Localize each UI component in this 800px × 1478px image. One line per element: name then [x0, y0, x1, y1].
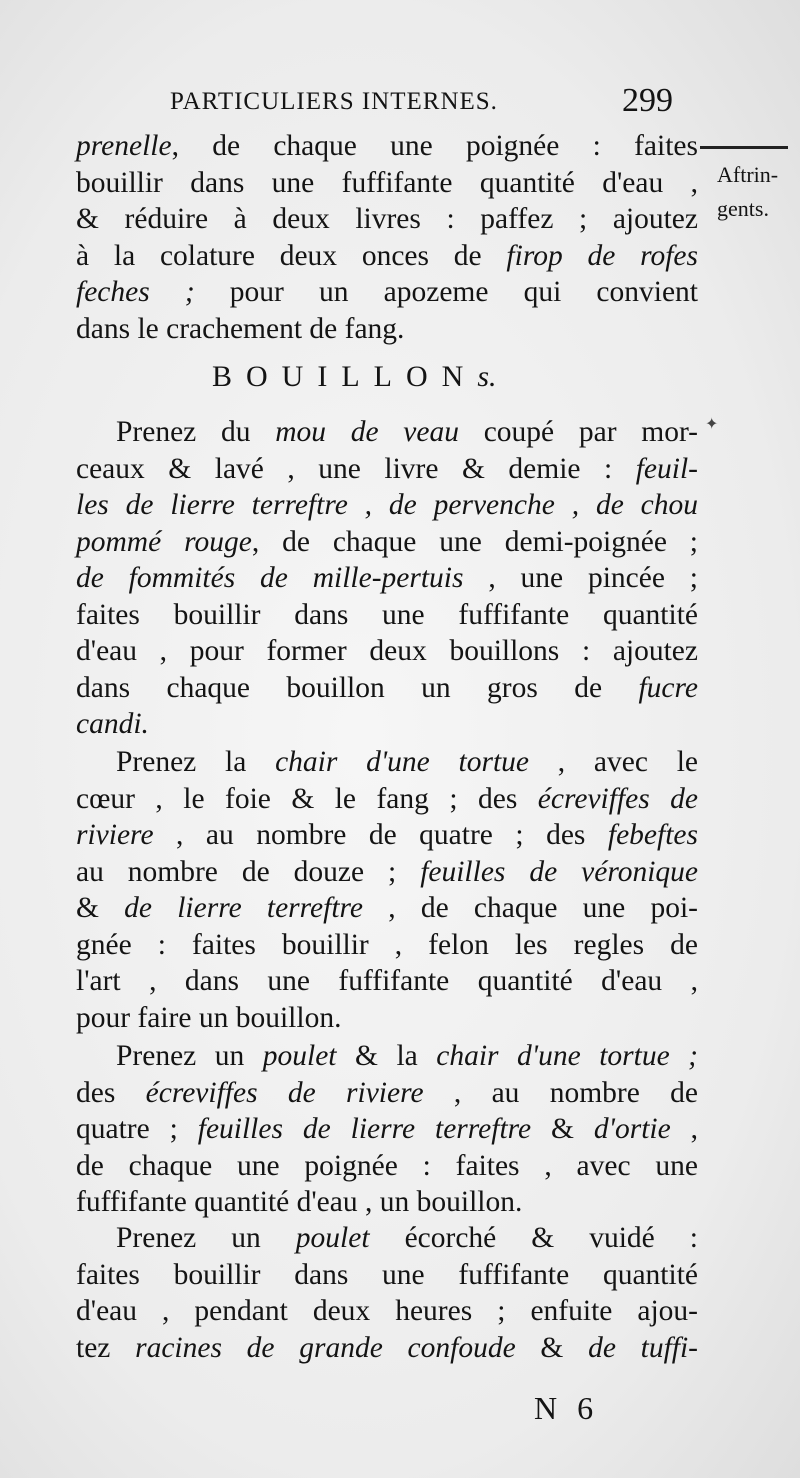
- text-line: [76, 1220, 698, 1257]
- paragraph-bouillon-poulet-tortue: [76, 1038, 698, 1221]
- margin-rule: [700, 146, 788, 149]
- text-line: [76, 963, 698, 1000]
- text-run: &: [76, 892, 125, 924]
- text-line: [76, 414, 698, 451]
- text-line: [76, 1111, 698, 1148]
- italic-term: de tuffi-: [588, 1331, 698, 1364]
- italic-term: mou de veau: [275, 416, 459, 448]
- italic-term: d'ortie: [593, 1113, 671, 1145]
- text-line: [76, 890, 698, 927]
- text-run: & la: [336, 1040, 437, 1072]
- text-run: à la colature deux onces de: [76, 239, 507, 272]
- italic-term: chair d'une tortue: [275, 746, 529, 778]
- signature-mark: N 6: [534, 1390, 600, 1426]
- text-line: [76, 1257, 698, 1294]
- text-line: [76, 1184, 698, 1221]
- italic-term: candi.: [76, 708, 149, 740]
- text-run: tez: [76, 1331, 136, 1364]
- text-line: [76, 311, 698, 348]
- text-run: , de chaque une demi-poignée ;: [251, 525, 698, 558]
- text-line: [76, 1000, 698, 1037]
- text-line: [76, 1330, 698, 1367]
- text-run: , avec le: [529, 746, 698, 778]
- italic-term: chair d'une tortue ;: [436, 1040, 698, 1072]
- text-line: [76, 560, 698, 597]
- text-run: , au nombre de quatre ; des: [153, 819, 608, 851]
- paragraph-bouillon-poulet-ecorche: [76, 1220, 698, 1366]
- text-line: [76, 633, 698, 670]
- text-line: [76, 1148, 698, 1185]
- text-line: [76, 670, 698, 707]
- section-title: [212, 360, 497, 394]
- text-line: [76, 927, 698, 964]
- italic-term: feuilles de véronique: [420, 855, 698, 888]
- paragraph-bouillon-tortue: [76, 744, 698, 1036]
- text-run: Prenez un: [116, 1040, 263, 1072]
- text-line: [76, 238, 698, 275]
- text-run: dans le crachement de fang.: [76, 312, 405, 345]
- text-run: écorché & vuidé :: [369, 1222, 698, 1254]
- text-line: [76, 744, 698, 781]
- text-run: Prenez du: [116, 416, 276, 448]
- italic-term: feuilles de lierre terreftre: [197, 1113, 532, 1145]
- text-line: [76, 1293, 698, 1330]
- text-run: ,: [670, 1113, 698, 1145]
- italic-term: prenelle: [76, 130, 172, 162]
- italic-term: poulet: [295, 1222, 370, 1254]
- text-run: cœur , le foie & le fang ; des: [76, 782, 538, 815]
- text-run: quatre ;: [76, 1113, 198, 1145]
- italic-term: pommé rouge: [76, 525, 252, 558]
- text-run: ceaux & lavé , une livre & demie :: [76, 452, 636, 485]
- text-line: [76, 706, 698, 743]
- text-run: l'art , dans une fuffifante quantité d'eau ,: [76, 965, 698, 997]
- section-title-main: BOUILLON: [212, 360, 478, 393]
- text-run: , de chaque une poi-: [363, 892, 698, 924]
- italic-term: de lierre terreftre: [124, 892, 364, 924]
- text-run: & réduire à deux livres : paffez ; ajoutez: [76, 203, 698, 235]
- italic-term: les de lierre terreftre , de pervenche , de chou: [76, 489, 698, 521]
- text-run: faites bouillir dans une fuffifante quantité: [76, 1258, 698, 1291]
- text-line: [76, 274, 698, 311]
- italic-term: firop de rofes: [506, 239, 699, 272]
- margin-note: [717, 158, 778, 226]
- text-line: [76, 1038, 698, 1075]
- text-run: d'eau , pour former deux bouillons : ajoutez: [76, 635, 698, 667]
- text-run: des: [76, 1076, 146, 1109]
- italic-term: febeftes: [607, 819, 698, 851]
- text-run: gnée : faites bouillir , felon les regles de: [76, 928, 698, 961]
- italic-term: riviere: [76, 819, 154, 851]
- text-run: &: [531, 1113, 594, 1145]
- text-run: &: [515, 1331, 589, 1364]
- text-line: [76, 781, 698, 818]
- text-run: coupé par mor-: [458, 416, 698, 448]
- section-title-tail: s.: [477, 360, 497, 393]
- text-run: au nombre de douze ;: [76, 855, 421, 888]
- text-line: [76, 597, 698, 634]
- text-run: bouillir dans une fuffifante quantité d'eau ,: [76, 166, 698, 199]
- stray-mark: ✦: [705, 416, 719, 433]
- text-run: , de chaque une poignée : faites: [171, 130, 698, 162]
- text-run: dans chaque bouillon un gros de: [76, 671, 639, 704]
- text-run: , une pincée ;: [463, 562, 698, 594]
- text-run: Prenez la: [116, 746, 276, 778]
- text-line: [76, 817, 698, 854]
- italic-term: écreviffes de: [537, 782, 699, 815]
- text-line: [76, 1075, 698, 1112]
- text-run: faites bouillir dans une fuffifante quantité: [76, 598, 698, 631]
- running-title: PARTICULIERS INTERNES.: [170, 88, 498, 115]
- text-run: Prenez un: [116, 1222, 296, 1254]
- text-line: [76, 451, 698, 488]
- text-line: [76, 201, 698, 238]
- paragraph-apozeme: [76, 128, 698, 347]
- italic-term: poulet: [262, 1040, 337, 1072]
- italic-term: feuil-: [635, 452, 698, 485]
- italic-term: feches ;: [76, 276, 195, 308]
- margin-note-line: Aftrin-: [717, 162, 779, 187]
- text-line: [76, 128, 698, 165]
- italic-term: de fommités de mille-pertuis: [76, 562, 464, 594]
- text-run: pour faire un bouillon.: [76, 1001, 342, 1034]
- italic-term: fucre: [638, 671, 698, 704]
- text-run: pour un apozeme qui convient: [194, 276, 699, 308]
- italic-term: écreviffes de riviere: [145, 1076, 424, 1109]
- paragraph-bouillon-mou-de-veau: [76, 414, 698, 743]
- margin-note-line: gents.: [717, 196, 769, 221]
- text-line: [76, 487, 698, 524]
- text-run: de chaque une poignée : faites , avec une: [76, 1149, 698, 1182]
- text-line: [76, 165, 698, 202]
- text-run: d'eau , pendant deux heures ; enfuite ajou-: [76, 1295, 698, 1327]
- page-number: 299: [622, 82, 673, 119]
- text-run: , au nombre de: [423, 1076, 698, 1109]
- text-line: [76, 524, 698, 561]
- italic-term: racines de grande confoude: [135, 1331, 516, 1364]
- text-line: [76, 854, 698, 891]
- text-run: fuffifante quantité d'eau , un bouillon.: [76, 1186, 523, 1218]
